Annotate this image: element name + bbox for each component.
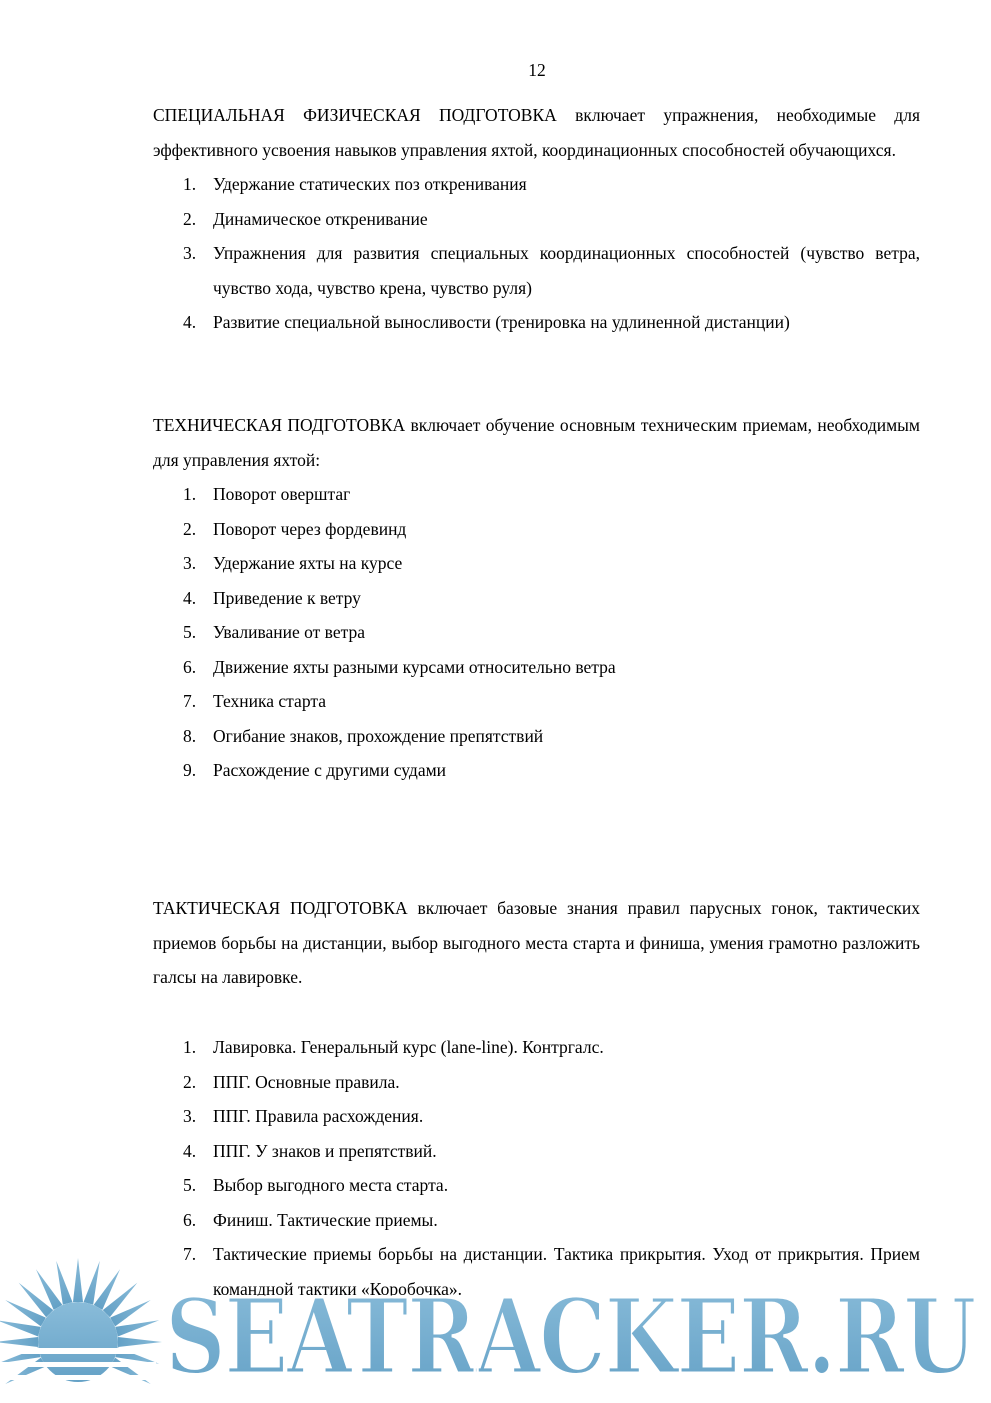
- list-item: [153, 1099, 920, 1134]
- list-item: [153, 650, 920, 685]
- list-item-text: Удержание статических поз откренивания: [213, 174, 527, 194]
- numbered-list: [153, 1030, 920, 1306]
- list-item: [153, 719, 920, 754]
- list-item-text: Приведение к ветру: [213, 587, 361, 608]
- list-item-number: 4.: [183, 1140, 197, 1161]
- section-paragraph: СПЕЦИАЛЬНАЯ ФИЗИЧЕСКАЯ ПОДГОТОВКА включает упражнения, необходимые для эффективного усвоения навыков управления яхтой, координационных способностей обучающихся.: [153, 105, 920, 160]
- list-item-number: 3.: [183, 1106, 197, 1126]
- list-item: [153, 1065, 920, 1100]
- list-item: [153, 546, 920, 581]
- list-item: [153, 581, 920, 616]
- list-item-number: 2.: [183, 518, 197, 539]
- list-item-text: Уваливание от ветра: [213, 622, 365, 642]
- list-item: [153, 167, 920, 202]
- list-item-number: 2.: [183, 1071, 197, 1092]
- list-item-text: Развитие специальной выносливости (тренировка на удлиненной дистанции): [213, 312, 790, 332]
- section-paragraph: ТАКТИЧЕСКАЯ ПОДГОТОВКА включает базовые знания правил парусных гонок, тактических приемов борьбы на дистанции, выбор выгодного места старта и финиша, умения грамотно разложить галсы на лавировке.: [153, 898, 920, 987]
- list-item-number: 6.: [183, 1209, 197, 1230]
- list-item-text: Поворот через фордевинд: [213, 518, 407, 539]
- list-item: [153, 236, 920, 305]
- sun-icon: [0, 1258, 162, 1388]
- list-item-number: 7.: [183, 691, 197, 711]
- list-item-number: 3.: [183, 243, 197, 263]
- list-item: [153, 1030, 920, 1065]
- list-item-number: 5.: [183, 622, 197, 642]
- list-item: [153, 305, 920, 340]
- list-item-text: Поворот оверштаг: [213, 484, 351, 504]
- list-item-text: Выбор выгодного места старта.: [213, 1175, 449, 1195]
- list-item-text: Техника старта: [213, 691, 326, 711]
- list-item: [153, 684, 920, 719]
- section-paragraph: ТЕХНИЧЕСКАЯ ПОДГОТОВКА включает обучение основным техническим приемам, необходимым для управления яхтой:: [153, 415, 920, 470]
- list-item-text: Огибание знаков, прохождение препятствий: [213, 725, 544, 746]
- numbered-list: [153, 477, 920, 788]
- section-technical: [153, 408, 920, 788]
- list-item-text: Упражнения для развития специальных координационных способностей (чувство ветра, чувство хода, чувство крена, чувство руля): [213, 243, 920, 298]
- list-item: [153, 512, 920, 547]
- list-item-text: Движение яхты разными курсами относительно ветра: [213, 656, 616, 677]
- list-item: [153, 753, 920, 788]
- list-item: [153, 477, 920, 512]
- list-item-text: Динамическое откренивание: [213, 208, 428, 229]
- section-tactical: [153, 891, 920, 995]
- list-item-text: Расхождение с другими судами: [213, 760, 447, 780]
- list-item: [153, 1168, 920, 1203]
- list-item-number: 3.: [183, 553, 197, 573]
- list-item: [153, 1134, 920, 1169]
- list-item-number: 9.: [183, 760, 197, 780]
- list-item: [153, 1203, 920, 1238]
- list-item-text: ППГ. Основные правила.: [213, 1071, 400, 1092]
- list-item-text: Удержание яхты на курсе: [213, 553, 403, 573]
- list-item: [153, 615, 920, 650]
- list-item-number: 8.: [183, 725, 197, 746]
- list-item: [153, 202, 920, 237]
- list-item: [153, 1237, 920, 1306]
- list-item-text: ППГ. Правила расхождения.: [213, 1106, 424, 1126]
- page-number: 12: [528, 60, 546, 80]
- list-item-number: 1.: [183, 1037, 197, 1057]
- list-item-text: ППГ. У знаков и препятствий.: [213, 1140, 437, 1161]
- list-item-number: 1.: [183, 174, 197, 194]
- list-item-number: 4.: [183, 587, 197, 608]
- list-item-text: Тактические приемы борьбы на дистанции. Тактика прикрытия. Уход от прикрытия. Прием командной тактики «Коробочка».: [213, 1244, 920, 1299]
- list-item-number: 2.: [183, 208, 197, 229]
- list-item-text: Лавировка. Генеральный курс (lane-line). Контргалс.: [213, 1037, 604, 1057]
- list-item-number: 5.: [183, 1175, 197, 1195]
- watermark-text: SEATRACKER.RU: [165, 1275, 976, 1398]
- list-item-number: 6.: [183, 656, 197, 677]
- list-item-text: Финиш. Тактические приемы.: [213, 1209, 438, 1230]
- list-item-number: 1.: [183, 484, 197, 504]
- section-special-physical: [153, 98, 920, 340]
- numbered-list: [153, 167, 920, 340]
- list-item-number: 4.: [183, 312, 197, 332]
- list-item-number: 7.: [183, 1244, 197, 1264]
